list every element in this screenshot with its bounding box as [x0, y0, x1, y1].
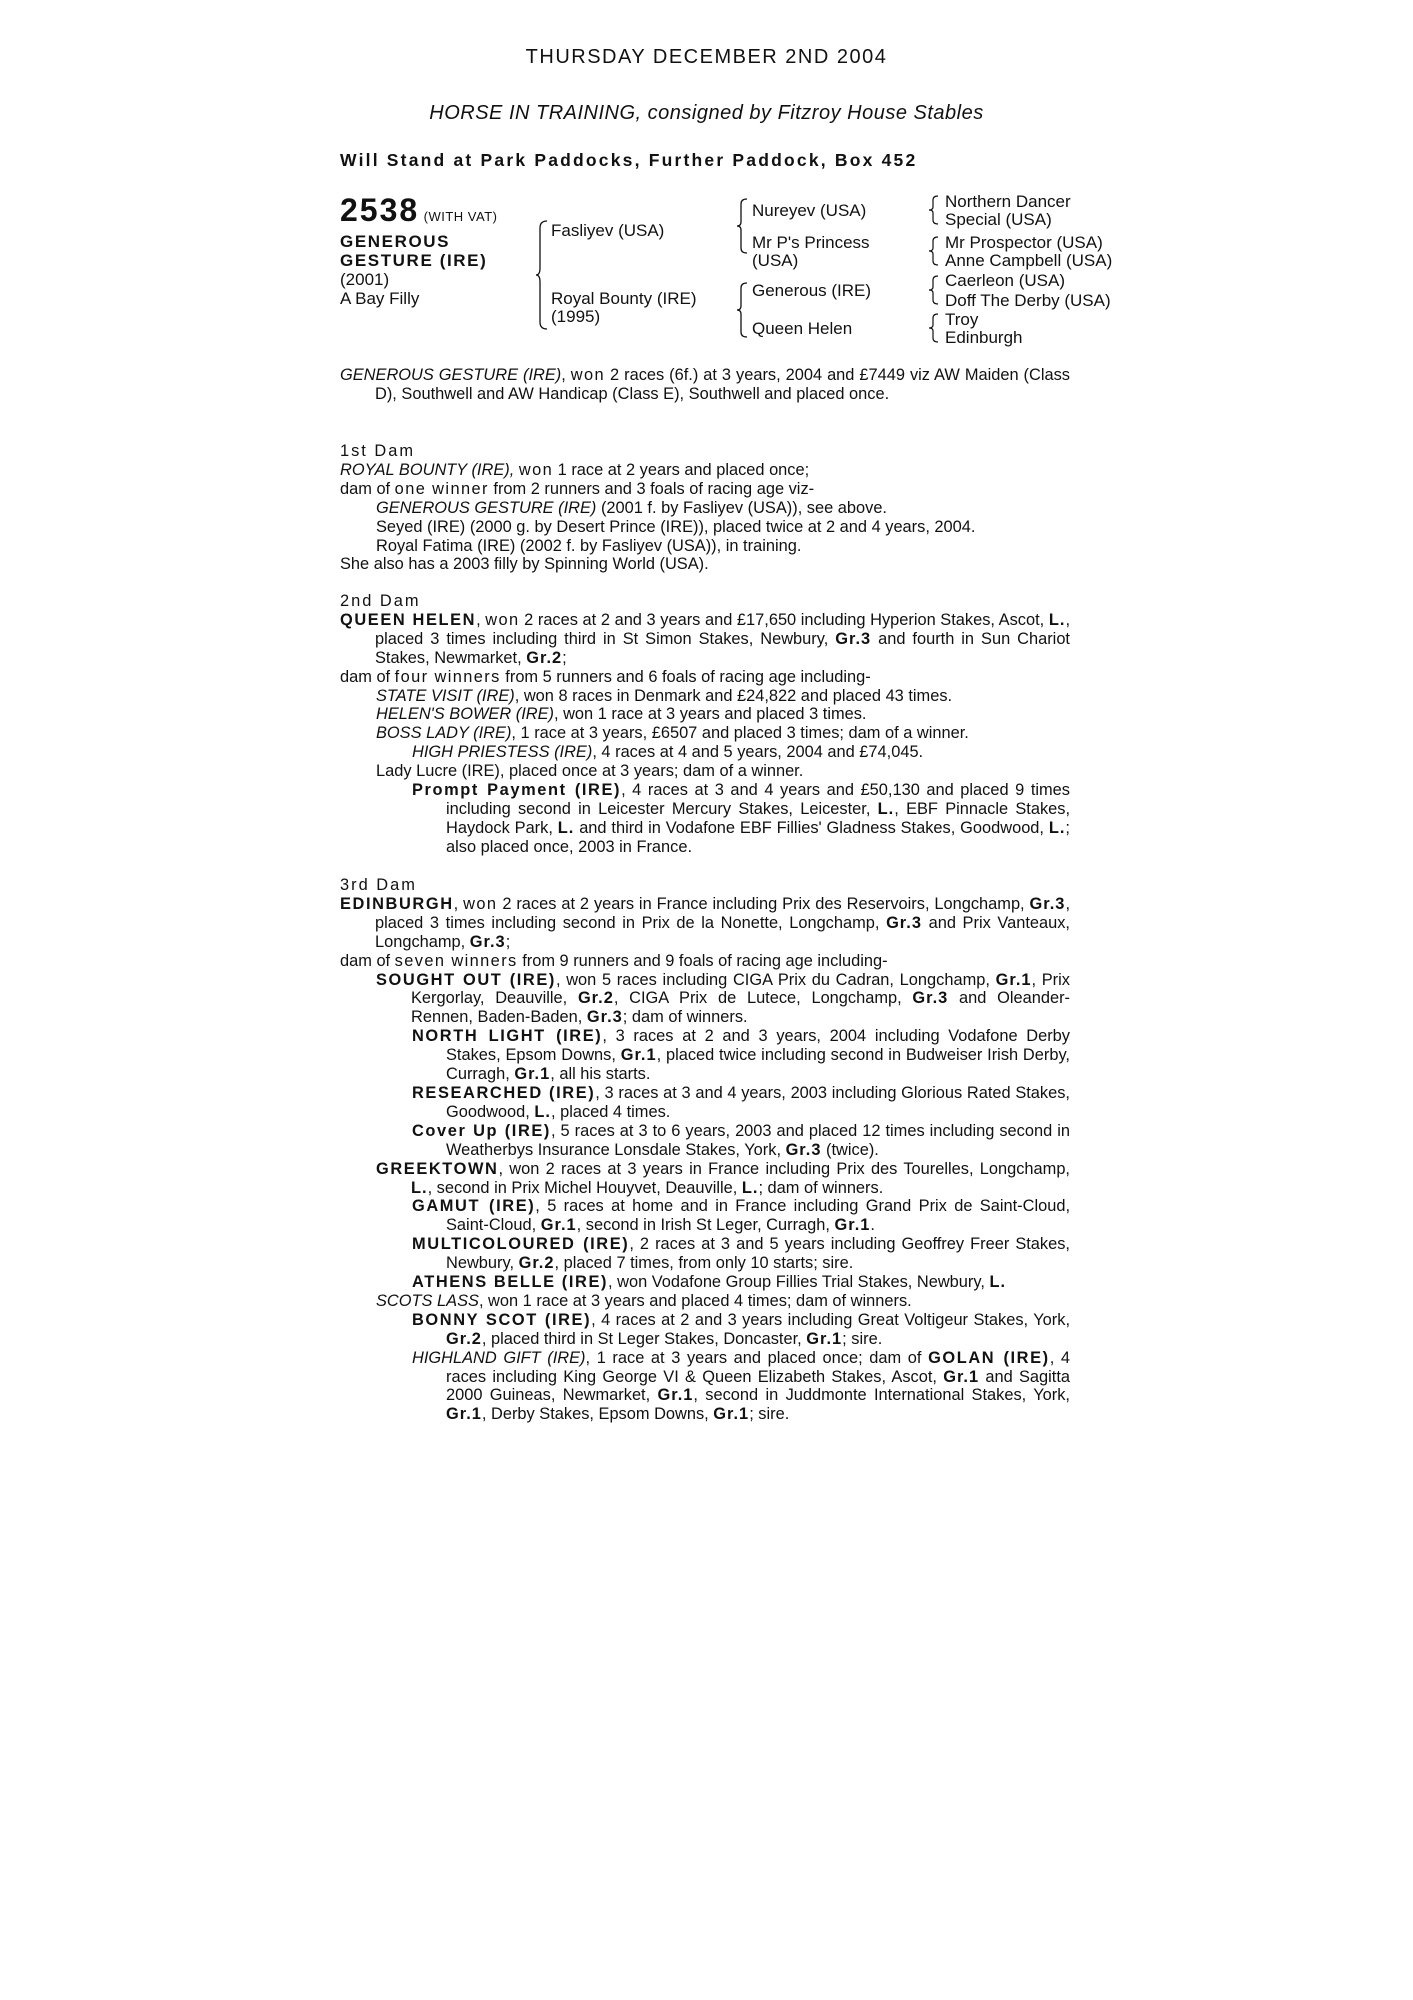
sire-dam-brace [535, 220, 549, 330]
produce-text: , second in Prix Michel Houyvet, Deauville, [427, 1178, 742, 1197]
produce-text: , all his starts. [550, 1065, 651, 1084]
produce-text: , 5 races at home and in France including Grand Prix de Saint-Cloud, Saint-Cloud, [446, 1197, 1071, 1235]
produce-text: (2001 f. by Fasliyev (USA)), see above. [596, 498, 887, 517]
first-dam-name: ROYAL BOUNTY (IRE), [340, 460, 515, 479]
produce-name: GREEKTOWN [376, 1159, 499, 1178]
grade: L. [877, 799, 895, 818]
produce-text: and Oleander-Rennen, Baden-Baden, [411, 989, 1071, 1027]
dam-name [551, 290, 697, 326]
sale-date: THURSDAY DECEMBER 2ND 2004 [525, 46, 888, 68]
produce-name: Prompt Payment (IRE) [412, 781, 622, 800]
dam-of-label: dam of [340, 479, 395, 498]
produce-name: HELEN'S BOWER (IRE) [376, 705, 554, 724]
winners-count: seven winners [394, 951, 518, 970]
record-text: , placed 3 times including second in Prix de la Nonette, Longchamp, [375, 894, 1070, 932]
ggp-dss: Caerleon (USA) [945, 271, 1065, 290]
record-text: 2 races at 2 years in France including Prix des Reservoirs, Longchamp, [497, 894, 1030, 913]
second-dam-heading: 2nd Dam [340, 592, 421, 610]
dam-of-text: from 2 runners and 3 foals of racing age viz- [488, 479, 815, 498]
brace-ds [928, 275, 940, 305]
grade: L. [557, 818, 575, 837]
dam-sire: Generous (IRE) [752, 281, 872, 300]
produce-text: , 4 races at 4 and 5 years, 2004 and £74,045. [592, 743, 924, 762]
race-record-summary: GENEROUS GESTURE (IRE), won 2 races (6f.) at 3 years, 2004 and £7449 viz AW Maiden (Class D), Southwell and AW Handicap (Class E), Southwell and placed once. [340, 366, 1070, 403]
dam-name-line1: Royal Bounty (IRE) [551, 289, 697, 308]
produce-text: , 3 races at 3 and 4 years, 2003 including Glorious Rated Stakes, Goodwood, [446, 1083, 1070, 1121]
produce-text: , won 8 races in Denmark and £24,822 and placed 43 times. [514, 686, 953, 705]
produce-text: , second in Juddmonte International Stakes, York, [693, 1386, 1070, 1405]
produce-text: , 1 race at 3 years, £6507 and placed 3 times; dam of a winner. [511, 724, 969, 743]
third-dam-section: 3rd Dam EDINBURGH, won 2 races at 2 years in France including Prix des Reservoirs, Longchamp, Gr.3, placed 3 times including second in Prix de la Nonette, Longchamp, Gr.3 and Prix Vanteaux, Longchamp, Gr.3; dam of seven winners from 9 runners and 9 foals of racing age including- SOUGHT OUT (IRE), won 5 races including CIGA Prix du Cadran, Longchamp, Gr.1, Prix Kergorlay, Deauville, Gr.2, CIGA Prix de Lutece, Longchamp, Gr.3 and Oleander-Rennen, Baden-Baden, Gr.3; dam of winners. NORTH LIGHT (IRE), 3 races at 2 and 3 years, 2004 including Vodafone Derby Stakes, Epsom Downs, Gr.1, placed twice including second in Budweiser Irish Derby, Curragh, Gr.1, all his starts. RESEARCHED (IRE), 3 races at 3 and 4 years, 2003 including Glorious Rated Stakes, Goodwood, L., placed 4 times. Cover Up (IRE), 5 races at 3 to 6 years, 2003 and placed 12 times including second in Weatherbys Insurance Lonsdale Stakes, York, Gr.3 (twice). GREEKTOWN, won 2 races at 3 years in France including Prix des Tourelles, Longchamp, L., second in Prix Michel Houyvet, Deauville, L.; dam of winners. GAMUT (IRE), 5 races at home and in France including Grand Prix de Saint-Cloud, Saint-Cloud, Gr.1, second in Irish St Leger, Curragh, Gr.1. MULTICOLOURED (IRE), 2 races at 3 and 5 years including Geoffrey Freer Stakes, Newbury, Gr.2, placed 7 times, from only 10 starts; sire. ATHENS BELLE (IRE), won Vodafone Group Fillies Trial Stakes, Newbury, L. SCOTS LASS, won 1 race at 3 years and placed 4 times; dam of winners. BONNY SCOT (IRE), 4 races at 2 and 3 years including Great Voltigeur Stakes, York, Gr.2, placed third in St Leger Stakes, Doncaster, Gr.1; sire. HIGHLAND GIFT (IRE), 1 race at 3 years and placed once; dam of GOLAN (IRE), 4 races including King George VI & Queen Elizabeth Stakes, Ascot, Gr.1 and Sagitta 2000 Guineas, Newmarket, Gr.1, second in Juddmonte International Stakes, York, Gr.1, Derby Stakes, Epsom Downs, Gr.1; sire. [340, 876, 1071, 1424]
first-dam-heading: 1st Dam [340, 442, 416, 460]
dam-of-label: dam of [340, 667, 395, 686]
produce-name: BONNY SCOT (IRE) [412, 1310, 592, 1329]
grade: L. [534, 1102, 551, 1121]
produce-line: Lady Lucre (IRE), placed once at 3 years; dam of a winner. [376, 762, 804, 781]
sire-dam-line1: Mr P's Princess [752, 233, 870, 252]
produce-text: ; sire. [842, 1329, 883, 1348]
produce-name: STATE VISIT (IRE) [376, 686, 515, 705]
produce-text: , 5 races at 3 to 6 years, 2003 and placed 12 times including second in Weatherbys Insurance Lonsdale Stakes, York, [446, 1121, 1070, 1159]
produce-text: , won 1 race at 3 years and placed 4 times; dam of winners. [478, 1291, 912, 1310]
horse-identity [340, 232, 487, 308]
produce-text: , won 5 races including CIGA Prix du Cadran, Longchamp, [555, 970, 996, 989]
produce-name: Cover Up (IRE) [412, 1121, 551, 1140]
horse-name-line2: GESTURE (IRE) [340, 251, 488, 270]
ggp-sds: Mr Prospector (USA) [945, 233, 1103, 252]
grade: Gr.3 [886, 913, 922, 932]
produce-text: , 4 races including King George VI & Queen Elizabeth Stakes, Ascot, [446, 1348, 1071, 1386]
vat-note: (WITH VAT) [423, 209, 498, 224]
ggp-dsd: Doff The Derby (USA) [945, 291, 1111, 310]
produce-text: , placed twice including second in Budweiser Irish Derby, Curragh, [446, 1046, 1070, 1084]
sire-parents-brace [735, 198, 749, 254]
dam-of-text: from 9 runners and 9 foals of racing age including- [517, 951, 888, 970]
record-text: and fourth in Sun Chariot Stakes, Newmarket, [375, 629, 1070, 667]
ggp-dds: Troy [945, 310, 979, 329]
grade: Gr.1 [995, 970, 1032, 989]
grade: Gr.3 [469, 932, 506, 951]
third-dam-name: EDINBURGH [340, 894, 454, 913]
produce-text: , placed 7 times, from only 10 starts; sire. [554, 1254, 854, 1273]
grade: Gr.3 [835, 629, 872, 648]
grade: Gr.3 [586, 1008, 623, 1027]
third-dam-heading: 3rd Dam [340, 876, 417, 894]
winners-count: one winner [394, 479, 489, 498]
produce-text: ; sire. [749, 1405, 790, 1424]
brace-sd [928, 236, 940, 266]
horse-name-line1: GENEROUS [340, 232, 451, 251]
produce-text: ; also placed once, 2003 in France. [446, 818, 1070, 856]
horse-year: (2001) [340, 270, 390, 289]
won-label: won [463, 894, 498, 913]
summary-horse-name: GENEROUS GESTURE (IRE) [340, 366, 562, 384]
grade: L. [989, 1273, 1007, 1292]
record-text: 2 races at 2 and 3 years and £17,650 including Hyperion Stakes, Ascot, [519, 610, 1049, 629]
first-dam-section [340, 442, 1070, 574]
produce-text: , won 2 races at 3 years in France including Prix des Tourelles, Longchamp, [498, 1159, 1070, 1178]
produce-text: , won Vodafone Group Fillies Trial Stakes, Newbury, [608, 1273, 990, 1292]
grade: Gr.1 [713, 1405, 750, 1424]
grade: Gr.1 [514, 1065, 551, 1084]
produce-name: BOSS LADY (IRE) [376, 724, 512, 743]
produce-name: GENEROUS GESTURE (IRE) [376, 498, 597, 517]
produce-text: (twice). [821, 1140, 879, 1159]
sire-sire: Nureyev (USA) [752, 201, 867, 220]
produce-name: MULTICOLOURED (IRE) [412, 1235, 630, 1254]
produce-text: , 4 races at 3 and 4 years and £50,130 and placed 9 times including second in Leicester Mercury Stakes, Leicester, [446, 781, 1070, 818]
record-text: ; [505, 932, 511, 951]
produce-name: SOUGHT OUT (IRE) [376, 970, 556, 989]
produce-text: , 3 races at 2 and 3 years, 2004 including Vodafone Derby Stakes, Epsom Downs, [446, 1027, 1070, 1065]
ggp-ddd: Edinburgh [945, 328, 1023, 347]
second-dam-section: 2nd Dam QUEEN HELEN, won 2 races at 2 and 3 years and £17,650 including Hyperion Stakes, Ascot, L., placed 3 times including third in St Simon Stakes, Newbury, Gr.3 and fourth in Sun Chariot Stakes, Newmarket, Gr.2; dam of four winners from 5 runners and 6 foals of racing age including- STATE VISIT (IRE), won 8 races in Denmark and £24,822 and placed 43 times. HELEN'S BOWER (IRE), won 1 race at 3 years and placed 3 times. BOSS LADY (IRE), 1 race at 3 years, £6507 and placed 3 times; dam of a winner. HIGH PRIESTESS (IRE), 4 races at 4 and 5 years, 2004 and £74,045. Lady Lucre (IRE), placed once at 3 years; dam of a winner. Prompt Payment (IRE), 4 races at 3 and 4 years and £50,130 and placed 9 times including second in Leicester Mercury Stakes, Leicester, L., EBF Pinnacle Stakes, Haydock Park, L. and third in Vodafone EBF Fillies' Gladness Stakes, Goodwood, L.; also placed once, 2003 in France. [340, 592, 1071, 856]
horse-description: A Bay Filly [340, 289, 420, 308]
grade: Gr.1 [943, 1367, 980, 1386]
second-dam-name: QUEEN HELEN [340, 610, 477, 629]
grade: L. [741, 1178, 759, 1197]
sire-name: Fasliyev (USA) [551, 221, 665, 240]
grade: Gr.3 [1029, 894, 1066, 913]
record-text: and Prix Vanteaux, Longchamp, [375, 913, 1070, 951]
produce-text: , won 1 race at 3 years and placed 3 times. [553, 705, 867, 724]
brace-dd [928, 313, 940, 343]
grade: Gr.2 [446, 1329, 482, 1348]
produce-text: , 2 races at 3 and 5 years including Geoffrey Freer Stakes, Newbury, [446, 1235, 1070, 1273]
grade: Gr.2 [577, 989, 614, 1008]
dam-dam: Queen Helen [752, 319, 853, 338]
first-dam-record: 1 race at 2 years and placed once; [553, 460, 810, 479]
stand-location: Will Stand at Park Paddocks, Further Paddock, Box 452 [340, 150, 918, 170]
summary-text: 2 races (6f.) at 3 years, 2004 and £7449 viz AW Maiden (Class D), Southwell and AW Handicap (Class E), Southwell and placed once. [375, 366, 1070, 403]
produce-text: ; dam of winners. [758, 1178, 884, 1197]
consignment-line: HORSE IN TRAINING, consigned by Fitzroy House Stables [429, 102, 984, 124]
ggp-ssd: Special (USA) [945, 210, 1052, 229]
produce-name: GAMUT (IRE) [412, 1197, 536, 1216]
grade: L. [1048, 610, 1066, 629]
produce-text: , second in Irish St Leger, Curragh, [576, 1216, 835, 1235]
grade: Gr.2 [518, 1254, 555, 1273]
grade: Gr.1 [620, 1046, 657, 1065]
summary-won: won [570, 366, 606, 384]
grade: Gr.1 [657, 1386, 694, 1405]
ggp-sdd: Anne Campbell (USA) [945, 251, 1113, 270]
produce-line: Royal Fatima (IRE) (2002 f. by Fasliyev (USA)), in training. [376, 536, 802, 555]
grade: Gr.2 [526, 648, 563, 667]
grade: L. [411, 1178, 428, 1197]
grade: Gr.1 [806, 1329, 843, 1348]
produce-text: , EBF Pinnacle Stakes, Haydock Park, [446, 799, 1071, 837]
lot-number-block [340, 192, 497, 229]
produce-name: RESEARCHED (IRE) [412, 1083, 596, 1102]
grade: Gr.1 [540, 1216, 577, 1235]
produce-text: , 4 races at 2 and 3 years including Great Voltigeur Stakes, York, [591, 1310, 1070, 1329]
lot-number: 2538 [340, 192, 420, 228]
produce-text: , 1 race at 3 years and placed once; dam of [585, 1348, 929, 1367]
sire-dam-line2: (USA) [752, 251, 799, 270]
record-text: , placed 3 times including third in St Simon Stakes, Newbury, [375, 610, 1070, 648]
dam-name-line2: (1995) [551, 307, 601, 326]
first-dam-won: won [518, 460, 554, 479]
produce-name: GOLAN (IRE) [928, 1348, 1050, 1367]
produce-text: , CIGA Prix de Lutece, Longchamp, [613, 989, 913, 1008]
produce-text: , Prix Kergorlay, Deauville, [411, 970, 1070, 1008]
produce-text: . [870, 1216, 875, 1235]
produce-line: Seyed (IRE) (2000 g. by Desert Prince (IRE)), placed twice at 2 and 4 years, 2004. [376, 517, 976, 536]
produce-name: HIGHLAND GIFT (IRE) [412, 1348, 586, 1367]
produce-text: , Derby Stakes, Epsom Downs, [481, 1405, 714, 1424]
also-note: She also has a 2003 filly by Spinning World (USA). [340, 555, 709, 574]
produce-text: and Sagitta 2000 Guineas, Newmarket, [446, 1367, 1071, 1405]
produce-text: , placed 4 times. [550, 1102, 671, 1121]
grade: Gr.1 [446, 1405, 482, 1424]
ggp-sss: Northern Dancer [945, 192, 1071, 211]
brace-ss [928, 195, 940, 225]
grade: Gr.1 [834, 1216, 871, 1235]
grade: Gr.3 [912, 989, 949, 1008]
sire-dam [752, 234, 870, 270]
winners-count: four winners [394, 667, 501, 686]
grade: L. [1048, 818, 1066, 837]
produce-name: NORTH LIGHT (IRE) [412, 1027, 603, 1046]
produce-text: ; dam of winners. [622, 1008, 748, 1027]
produce-name: HIGH PRIESTESS (IRE) [412, 743, 593, 762]
dam-parents-brace [735, 282, 749, 338]
produce-name: SCOTS LASS [376, 1291, 479, 1310]
produce-text: , placed third in St Leger Stakes, Doncaster, [481, 1329, 807, 1348]
produce-text: and third in Vodafone EBF Fillies' Gladness Stakes, Goodwood, [574, 818, 1049, 837]
won-label: won [485, 610, 520, 629]
grade: Gr.3 [785, 1140, 822, 1159]
dam-of-text: from 5 runners and 6 foals of racing age including- [500, 667, 871, 686]
record-text: ; [562, 648, 567, 667]
dam-of-label: dam of [340, 951, 395, 970]
produce-name: ATHENS BELLE (IRE) [412, 1273, 609, 1292]
